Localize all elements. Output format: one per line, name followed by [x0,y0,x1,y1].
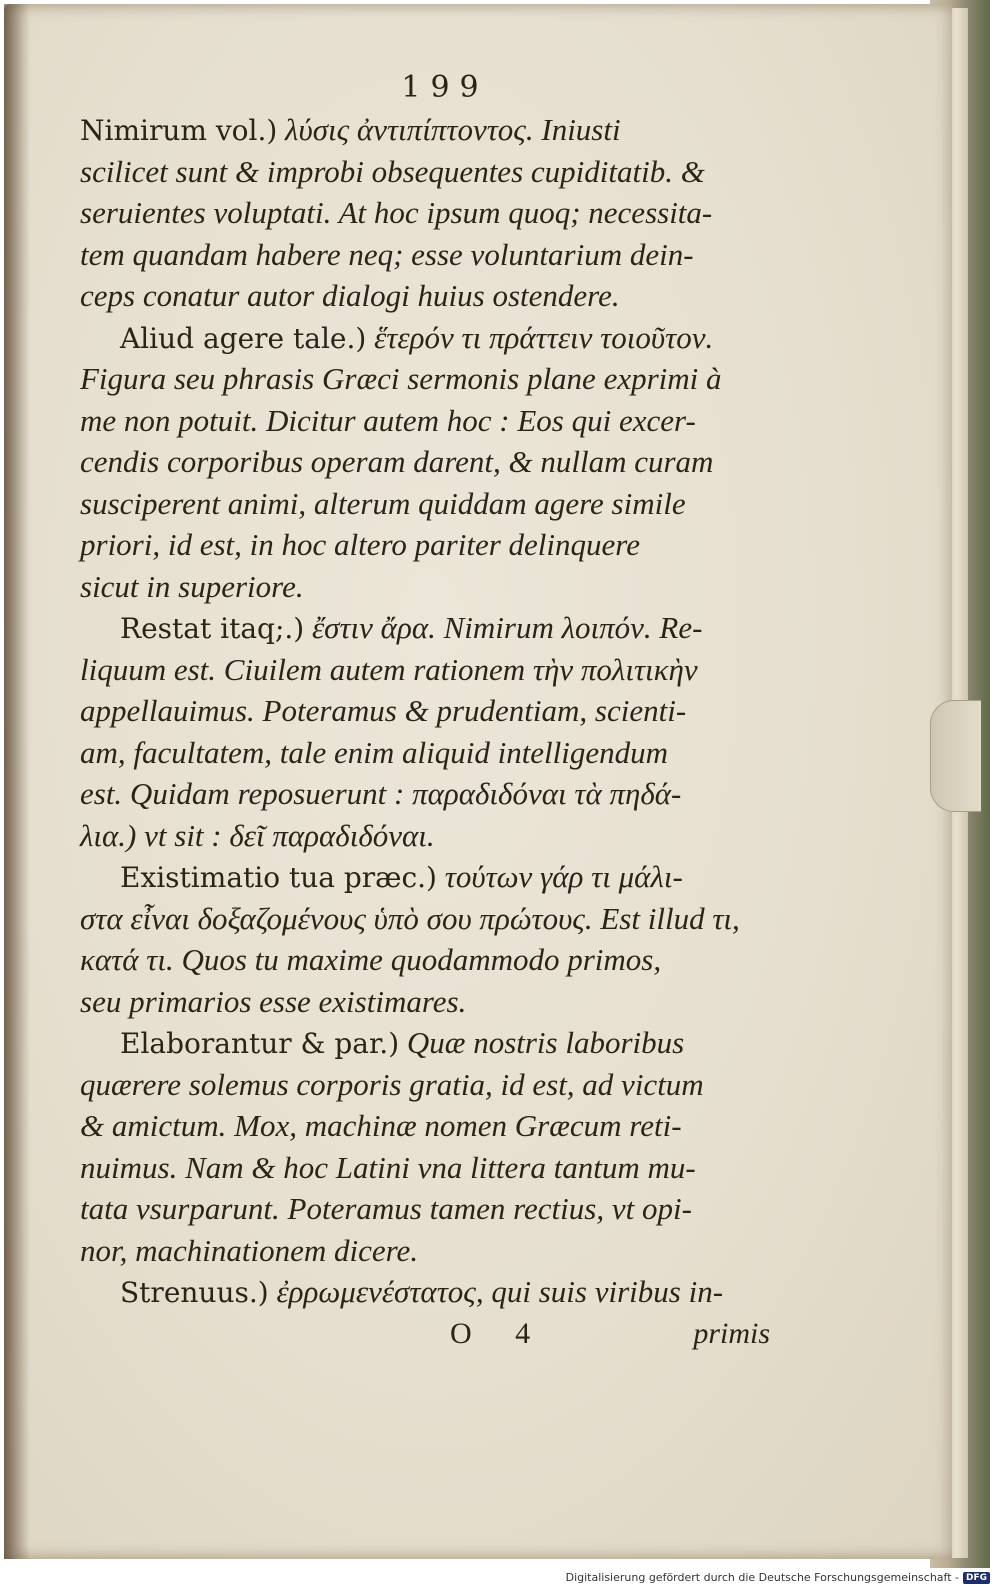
text-line [80,275,770,317]
line-text: nuimus. Nam & hoc Latini vna littera tantum mu- [80,1149,696,1185]
catchword: primis [693,1316,770,1350]
line-text: λια.) vt sit : δεῖ παραδιδόναι. [80,817,435,853]
digitization-credit [566,1571,990,1584]
page-text [80,70,770,1354]
text-line [80,1271,770,1313]
line-text: est. Quidam reposuerunt : παραδιδόναι τὰ πηδά- [80,776,682,811]
lemma: Aliud agere tale.) [120,321,367,355]
line-text: appellauimus. Poteramus & prudentiam, scienti- [80,693,687,728]
line-text: κατά τι. Quos tu maxime quodammodo primos, [80,942,662,977]
line-text: quærere solemus corporis gratia, id est, ad victum [80,1066,704,1102]
text-line [80,234,770,276]
credit-text: Digitalisierung gefördert durch die Deutsche Forschungsgemeinschaft - [565,1571,959,1584]
page-footer [80,1313,770,1354]
text-line [80,566,770,608]
text-line [80,1105,770,1147]
text-line [80,483,770,525]
text-line [80,1188,770,1230]
page-number: 199 [401,70,489,105]
line-text: am, facultatem, tale enim aliquid intelligendum [80,734,669,770]
line-text: priori, id est, in hoc altero pariter delinquere [80,527,640,562]
line-text: liquum est. Ciuilem autem rationem τὴν πολιτικὴν [80,651,698,687]
text-line [80,732,770,774]
text-line [80,939,770,981]
text-line [80,898,770,940]
line-text: sicut in superiore. [80,568,304,604]
text-line [80,317,770,359]
line-text: scilicet sunt & improbi obsequentes cupiditatib. & [80,153,705,189]
page-gutter-shadow [4,4,30,1559]
text-line [80,1064,770,1106]
text-line [80,358,770,400]
text-lines [80,109,770,1313]
signature-mark: O 4 [450,1316,549,1350]
line-text: & amictum. Mox, machinæ nomen Græcum reti- [80,1108,682,1143]
text-line [80,649,770,691]
text-line [80,1147,770,1189]
lemma: Nimirum vol.) [80,114,278,147]
text-line [80,690,770,732]
line-text: στα εἶναι δοξαζομένους ὑπὸ σου πρώτους. Est illud τι, [80,900,740,936]
line-text: ἔστιν ἄρα. Nimirum λοιπόν. Re- [304,610,703,645]
line-text: cendis corporibus operam darent, & nullam curam [80,444,714,479]
text-line [80,856,770,898]
text-line [80,607,770,649]
text-line [80,400,770,442]
lemma: Restat itaq;.) [120,612,305,645]
text-line [80,151,770,193]
line-text: susciperent animi, alterum quiddam agere simile [80,485,686,521]
text-line [80,1230,770,1272]
line-text: ἐρρωμενέστατος, qui suis viribus in- [268,1274,724,1309]
line-text: Figura seu phrasis Græci sermonis plane exprimi à [80,361,722,396]
text-line [80,109,770,151]
line-text: λύσις ἀντιπίπτοντος. Iniusti [277,112,621,147]
text-line [80,524,770,566]
dfg-logo: DFG [963,1572,990,1584]
line-text: me non potuit. Dicitur autem hoc : Eos qui excer- [80,402,696,438]
text-line [80,441,770,483]
line-text: Quæ nostris laboribus [399,1025,685,1060]
line-text: seu primarios esse existimares. [80,983,467,1019]
line-text: ceps conatur autor dialogi huius ostendere. [80,278,620,313]
text-line [80,1022,770,1064]
line-text: nor, machinationem dicere. [80,1232,419,1268]
line-text: τούτων γάρ τι μάλι- [436,859,683,894]
text-line [80,192,770,234]
line-text: tem quandam habere neq; esse voluntarium dein- [80,236,694,272]
lemma: Elaborantur & par.) [120,1027,400,1060]
line-text: seruientes voluptati. At hoc ipsum quoq; necessita- [80,195,713,230]
lemma: Existimatio tua præc.) [120,861,437,894]
line-text: tata vsurparunt. Poteramus tamen rectius, vt opi- [80,1191,692,1226]
bookmark-tab [930,700,981,812]
lemma: Strenuus.) [120,1276,269,1309]
text-line [80,815,770,857]
line-text: ἕτερόν τι πράττειν τοιοῦτον. [366,319,714,355]
text-line [80,981,770,1023]
text-line [80,773,770,815]
